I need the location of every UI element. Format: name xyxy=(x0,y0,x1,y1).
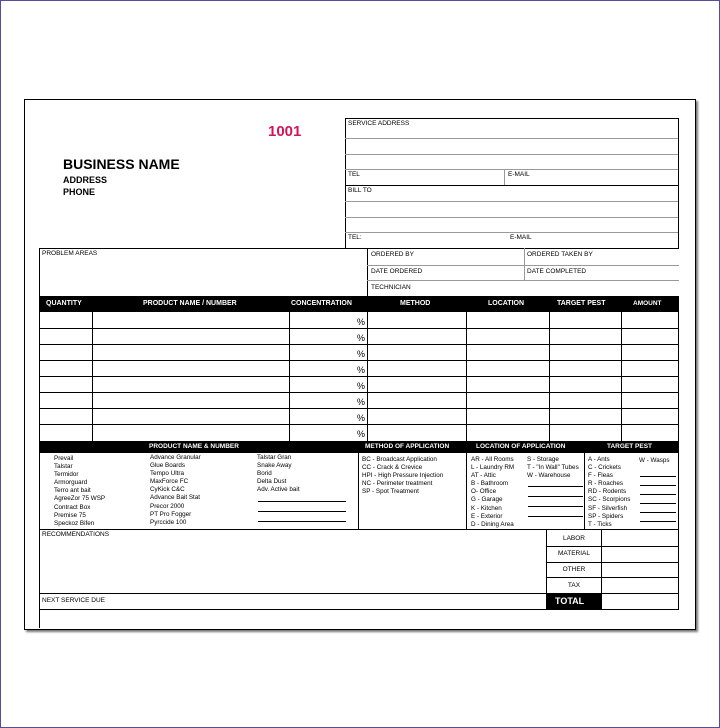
pest-fill-line-5 xyxy=(640,512,676,513)
business-phone: PHONE xyxy=(63,187,96,197)
percent-6: % xyxy=(357,397,366,407)
product-item: Armorguard xyxy=(54,479,88,487)
form-bottom-line xyxy=(39,609,679,610)
pest-fill-line-3 xyxy=(640,494,676,495)
location-list-1 xyxy=(471,456,514,529)
bill-line-1 xyxy=(345,201,678,202)
header-target-pest: TARGET PEST xyxy=(557,300,606,307)
service-line-2 xyxy=(345,154,678,155)
cost-divider-mid xyxy=(601,529,602,609)
percent-7: % xyxy=(357,413,366,423)
product-item: Adv. Active bait xyxy=(257,486,300,494)
ref-divider-1 xyxy=(358,453,359,529)
location-item: L - Laundry RM xyxy=(471,464,515,472)
pest-item: F - Fleas xyxy=(588,472,613,480)
bill-line-3 xyxy=(345,232,678,233)
date-completed-label: DATE COMPLETED xyxy=(527,268,587,275)
total-label: TOTAL xyxy=(555,596,585,606)
percent-3: % xyxy=(357,349,366,359)
percent-8: % xyxy=(357,429,366,439)
service-block-right-border xyxy=(678,118,679,248)
recommendations-top-line xyxy=(39,529,679,530)
location-item: K - Kitchen xyxy=(471,504,502,512)
location-list-2 xyxy=(527,456,579,480)
product-item: Delta Dust xyxy=(257,478,287,486)
service-line-3 xyxy=(345,169,678,170)
product-item: CyKick C&C xyxy=(150,486,185,494)
tel2-label: TEL: xyxy=(348,234,362,241)
email2-label: E-MAIL xyxy=(510,234,532,241)
header-quantity: QUANTITY xyxy=(46,300,82,307)
percent-5: % xyxy=(357,381,366,391)
location-fill-line-3 xyxy=(528,506,583,507)
pest-item: W - Wasps xyxy=(639,457,670,464)
date-ordered-label: DATE ORDERED xyxy=(371,268,423,275)
pest-list-2 xyxy=(639,457,670,465)
total-label-cell xyxy=(547,594,601,609)
next-service-due-label: NEXT SERVICE DUE xyxy=(42,597,105,604)
email-label: E-MAIL xyxy=(508,171,530,178)
method-list xyxy=(362,456,443,496)
pest-item: SC - Scorpions xyxy=(588,496,631,504)
ref-right-border xyxy=(678,453,679,529)
product-item: PT Pro Fogger xyxy=(150,510,192,518)
method-item: SP - Spot Treatment xyxy=(362,488,419,496)
ref-header-location: LOCATION OF APPLICATION xyxy=(476,443,566,450)
service-line-1 xyxy=(345,138,678,139)
bill-to-label: BILL TO xyxy=(348,187,372,194)
form-number: 1001 xyxy=(268,123,302,140)
pest-fill-line-4 xyxy=(640,503,676,504)
product-item: Pyrccide 100 xyxy=(150,518,187,526)
location-fill-line-2 xyxy=(528,496,583,497)
reference-header xyxy=(39,441,679,453)
cost-divider-right xyxy=(678,529,679,609)
order-taken-by-label: ORDERED TAKEN BY xyxy=(527,251,593,258)
location-item: B - Bathroom xyxy=(471,480,509,488)
pest-fill-line-6 xyxy=(640,521,676,522)
other-label: OTHER xyxy=(562,566,586,573)
header-amount: AMOUNT xyxy=(633,300,662,307)
tel-email-divider xyxy=(504,170,505,185)
product-item: Talstar Gran xyxy=(257,454,292,461)
product-item: Contract Box xyxy=(54,503,91,511)
product-item: Speckoz Bifen xyxy=(54,519,95,527)
product-item: Precor 2000 xyxy=(150,502,185,510)
pest-item: C - Crickets xyxy=(588,464,621,472)
pest-item: SP - Spiders xyxy=(588,512,624,520)
location-item: W - Warehouse xyxy=(527,472,571,480)
pest-list-1 xyxy=(588,456,630,529)
technician-label: TECHNICIAN xyxy=(371,284,411,291)
problem-top-line xyxy=(39,248,679,249)
product-item: Terro ant bait xyxy=(54,487,91,495)
product-fill-line-3 xyxy=(258,521,346,522)
bill-to-line xyxy=(345,185,678,186)
percent-4: % xyxy=(357,365,366,375)
bill-line-2 xyxy=(345,217,678,218)
product-item: Prevail xyxy=(54,455,74,462)
ref-header-pest: TARGET PEST xyxy=(607,443,653,450)
product-list-1 xyxy=(54,455,105,528)
ref-header-method: METHOD OF APPLICATION xyxy=(365,443,450,450)
product-list-3 xyxy=(257,454,300,494)
product-table-header xyxy=(39,296,679,312)
pest-fill-line-2 xyxy=(640,485,676,486)
product-fill-line-1 xyxy=(258,501,346,502)
recommendations-label: RECOMMENDATIONS xyxy=(42,531,110,538)
location-item: T - "In Wall" Tubes xyxy=(527,464,579,472)
pest-fill-line-1 xyxy=(640,476,676,477)
tax-label: TAX xyxy=(567,582,581,589)
pest-item: RD - Rodents xyxy=(588,488,627,496)
cost-line-3 xyxy=(546,577,679,578)
product-list-2 xyxy=(150,454,201,527)
product-item: Premise 75 xyxy=(54,511,86,519)
service-block-top-border xyxy=(345,118,678,119)
method-item: HPI - High Pressure Injection xyxy=(362,472,444,480)
product-item: MaxForce FC xyxy=(150,478,189,486)
problem-areas-label: PROBLEM AREAS xyxy=(42,250,98,257)
pest-item: R - Roaches xyxy=(588,480,623,488)
product-item: Termidor xyxy=(54,471,79,479)
product-fill-line-2 xyxy=(258,511,346,512)
product-item: AgreeZor 75 WSP xyxy=(54,495,106,503)
ref-divider-2 xyxy=(466,453,467,529)
pest-item: SF - Silverfish xyxy=(588,504,628,512)
location-fill-line-1 xyxy=(528,486,583,487)
method-item: NC - Perimeter treatment xyxy=(362,480,433,488)
location-item: S - Storage xyxy=(527,456,559,463)
tel-label: TEL xyxy=(348,171,360,178)
order-divider xyxy=(524,248,525,280)
labor-label: LABOR xyxy=(562,535,586,542)
header-method: METHOD xyxy=(400,300,431,307)
header-concentration: CONCENTRATION xyxy=(291,300,352,307)
business-address: ADDRESS xyxy=(63,175,108,185)
product-item: Talstar xyxy=(54,463,73,471)
product-item: Advance Bait Stat xyxy=(150,494,201,502)
product-item: Snake Away xyxy=(257,462,292,470)
method-item: CC - Crack & Crevice xyxy=(362,464,423,472)
problem-divider xyxy=(367,248,368,296)
location-fill-line-4 xyxy=(528,516,583,517)
cost-line-2 xyxy=(546,562,679,563)
header-location: LOCATION xyxy=(488,300,525,307)
order-line-1 xyxy=(367,265,679,266)
business-name: BUSINESS NAME xyxy=(63,156,180,172)
cost-line-1 xyxy=(546,546,679,547)
location-item: D - Dining Area xyxy=(471,520,514,528)
percent-2: % xyxy=(357,333,366,343)
location-item: AT - Attic xyxy=(471,472,496,480)
percent-1: % xyxy=(357,317,366,327)
ref-divider-3 xyxy=(584,453,585,529)
method-item: BC - Broadcast Application xyxy=(362,456,437,463)
product-item: Glue Boards xyxy=(150,462,186,470)
location-item: O- Office xyxy=(471,488,497,496)
product-item: Advance Granular xyxy=(150,454,201,461)
product-item: Borid xyxy=(257,470,272,478)
location-item: AR - All Rooms xyxy=(471,456,514,463)
service-invoice-form xyxy=(24,99,696,630)
service-address-label: SERVICE ADDRESS xyxy=(348,120,410,127)
location-item: G - Garage xyxy=(471,496,503,504)
pest-item: A - Ants xyxy=(588,456,610,463)
material-label: MATERIAL xyxy=(557,550,591,557)
header-product: PRODUCT NAME / NUMBER xyxy=(143,300,237,307)
ordered-by-label: ORDERED BY xyxy=(371,251,414,258)
order-line-2 xyxy=(367,280,679,281)
product-item: Tempo Ultra xyxy=(150,470,184,478)
location-item: E - Exterior xyxy=(471,512,503,520)
pest-item: T - Ticks xyxy=(588,520,612,528)
ref-header-product: PRODUCT NAME & NUMBER xyxy=(149,443,239,450)
